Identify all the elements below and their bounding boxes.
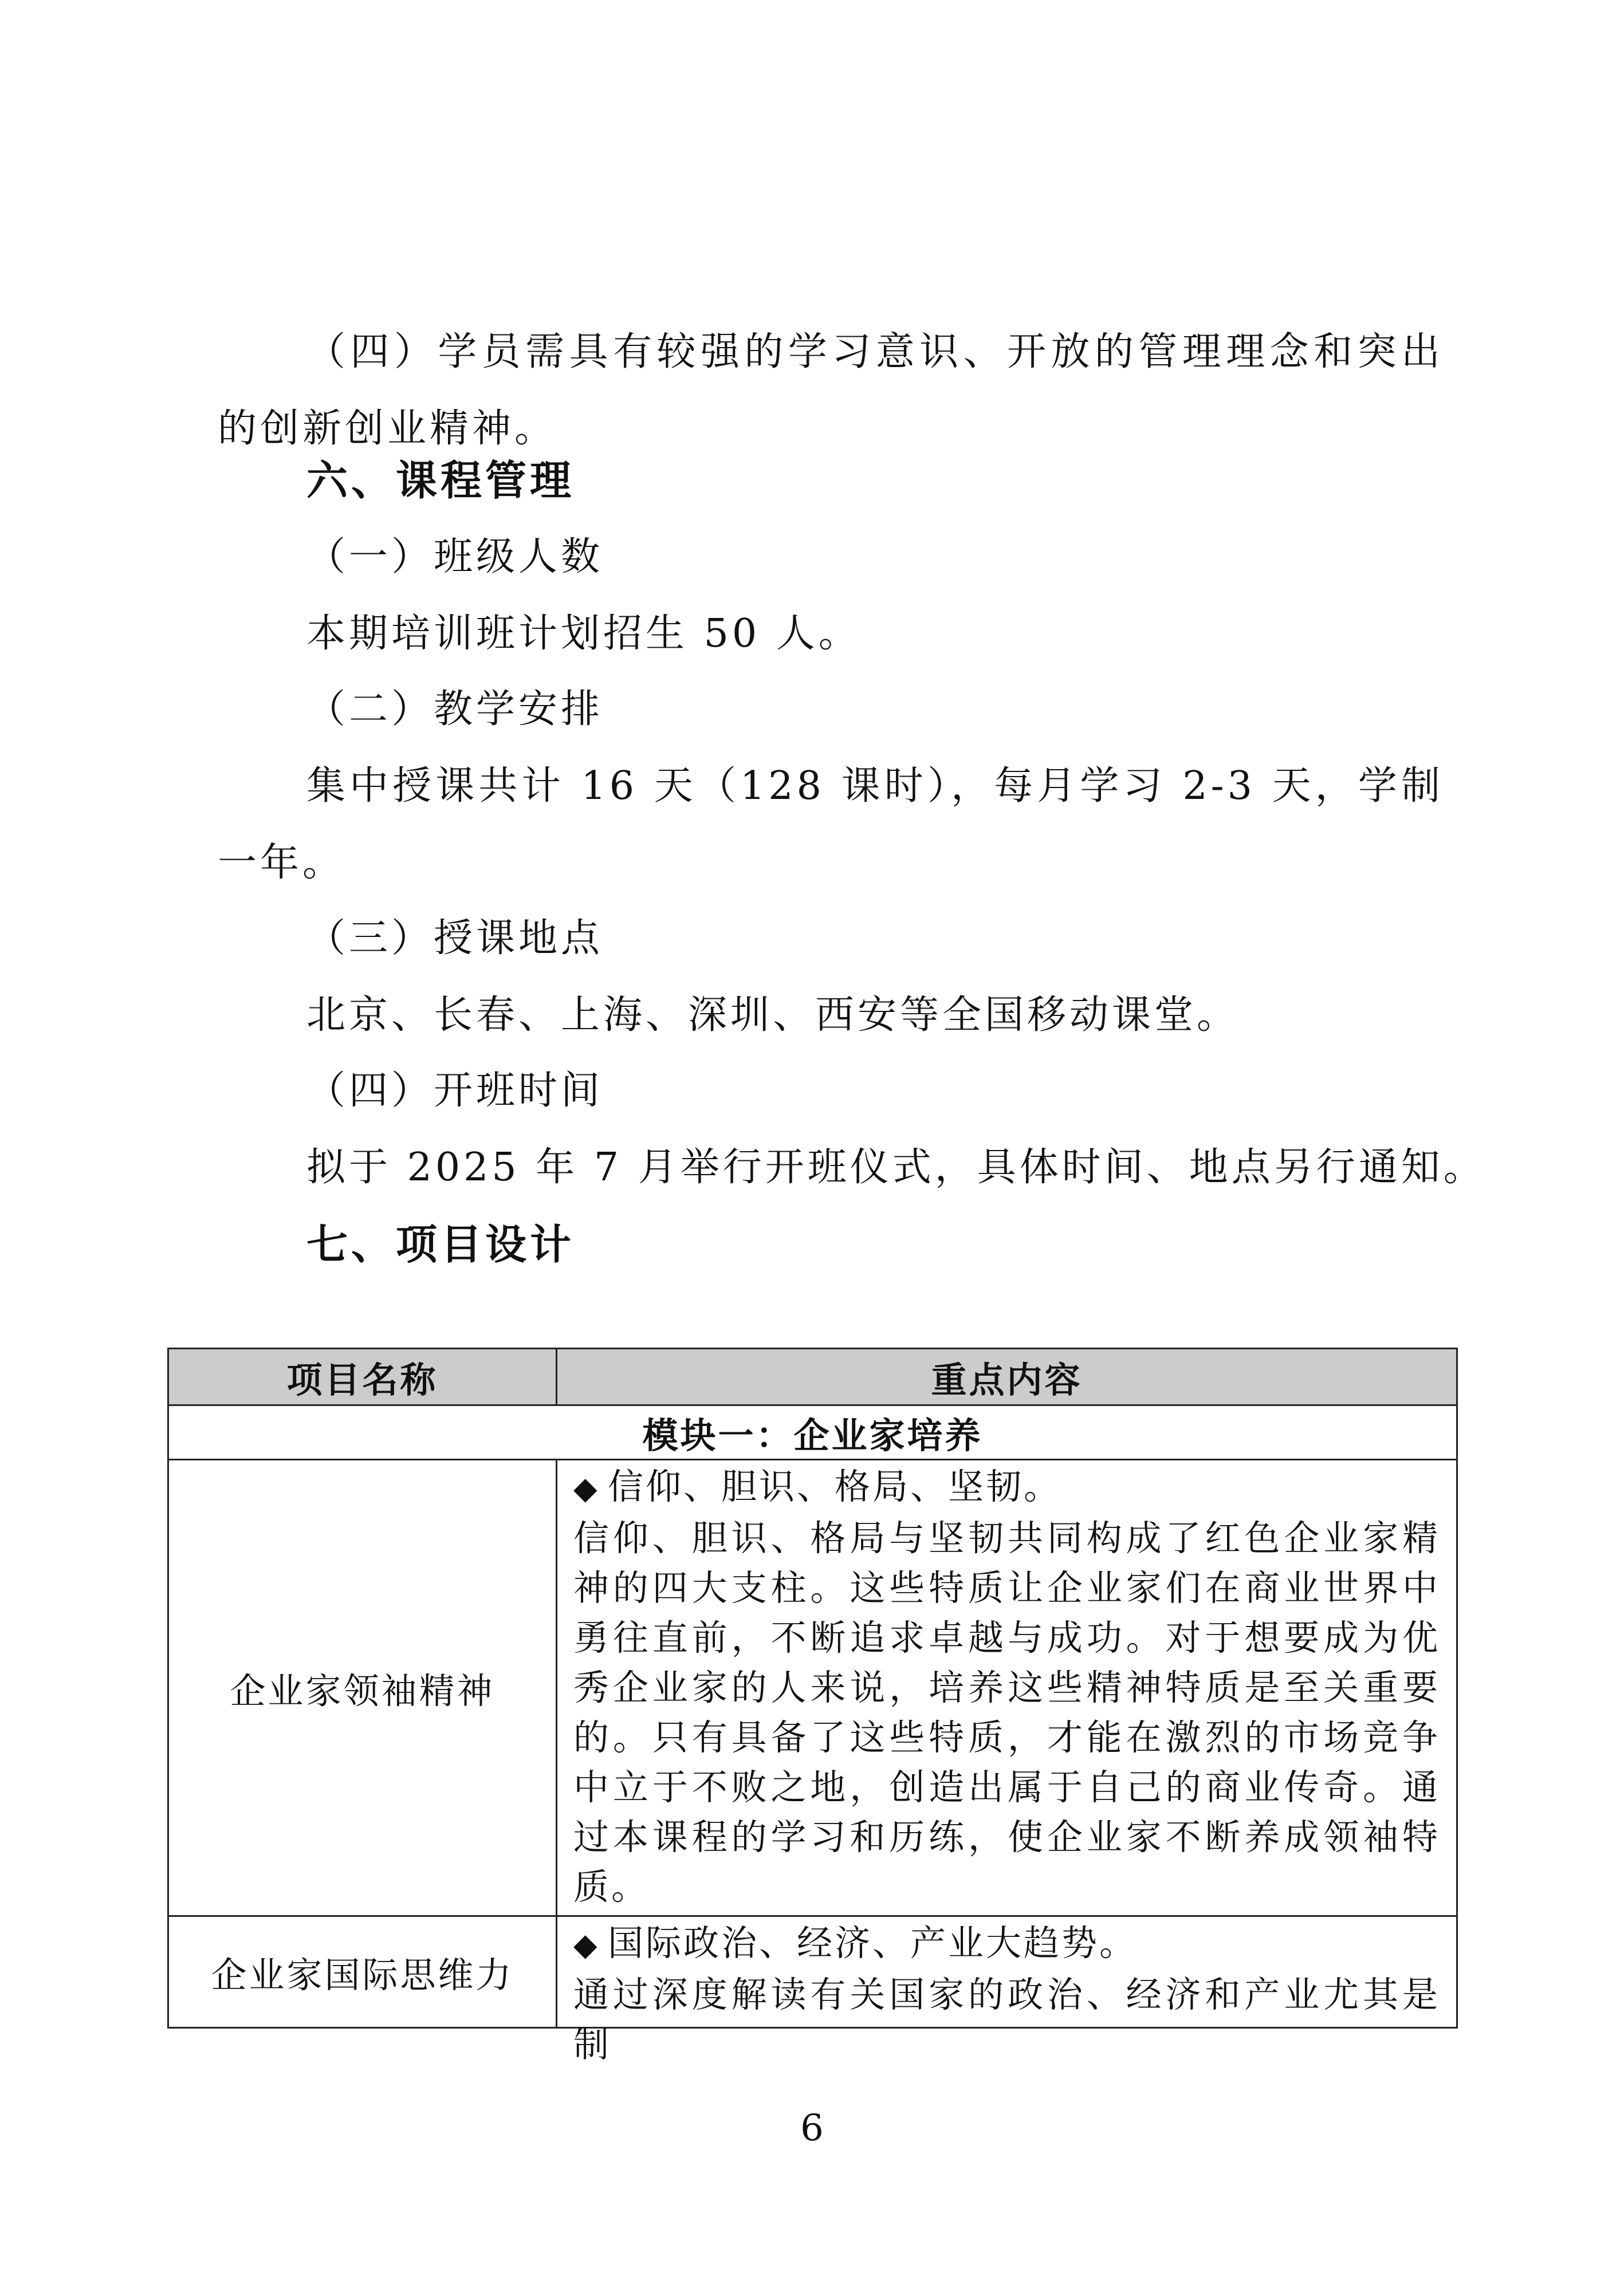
content-description: 通过深度解读有关国家的政治、经济和产业尤其是制 xyxy=(573,1974,1440,2065)
diamond-bullet-icon: ◆ xyxy=(573,1927,600,1963)
table-row xyxy=(168,1460,1457,1916)
text-teaching-arrangement: 集中授课共计 16 天（128 课时），每月学习 2-3 天，学制一年。 xyxy=(218,763,1444,885)
project-design-table xyxy=(167,1348,1458,2065)
page-number: 6 xyxy=(800,2107,824,2149)
bullet-line xyxy=(573,1918,1440,1970)
table-header-row xyxy=(168,1349,1457,1405)
paragraph-student-requirement: （四）学员需具有较强的学习意识、开放的管理理念和突出的创新创业精神。 xyxy=(218,329,1444,451)
module-title: 模块一：企业家培养 xyxy=(168,1405,1457,1460)
bullet-line xyxy=(573,1462,1440,1513)
project-name-cell: 企业家国际思维力 xyxy=(168,1916,557,2028)
diamond-bullet-icon: ◆ xyxy=(573,1470,600,1506)
project-name-cell: 企业家领袖精神 xyxy=(168,1460,557,1916)
table-row xyxy=(168,1916,1457,2028)
key-content-cell xyxy=(557,1916,1457,2065)
key-content-cell xyxy=(557,1460,1457,1916)
subheading-class-size: （一）班级人数 xyxy=(306,534,604,580)
header-key-content: 重点内容 xyxy=(557,1349,1457,1405)
bullet-text: 国际政治、经济、产业大趋势。 xyxy=(608,1922,1138,1964)
subheading-opening-time: （四）开班时间 xyxy=(306,1068,604,1113)
text-teaching-location: 北京、长春、上海、深圳、西安等全国移动课堂。 xyxy=(306,993,1240,1038)
subheading-teaching-location: （三）授课地点 xyxy=(306,916,604,961)
text-opening-time: 拟于 2025 年 7 月举行开班仪式，具体时间、地点另行通知。 xyxy=(306,1145,1486,1190)
module-title-row xyxy=(168,1405,1457,1460)
section-heading-course-management: 六、课程管理 xyxy=(306,456,575,505)
content-description: 信仰、胆识、格局与坚韧共同构成了红色企业家精神的四大支柱。这些特质让企业家们在商业世界中勇往直前，不断追求卓越与成功。对于想要成为优秀企业家的人来说，培养这些精神特质是至关重要的。只有具备了这些特质，才能在激烈的市场竞争中立于不败之地，创造出属于自己的商业传奇。通过本课程的学习和历练，使企业家不断养成领袖特质。 xyxy=(573,1517,1440,1908)
section-heading-project-design: 七、项目设计 xyxy=(306,1220,575,1269)
bullet-text: 信仰、胆识、格局、坚韧。 xyxy=(608,1466,1062,1507)
text-class-size: 本期培训班计划招生 50 人。 xyxy=(306,611,861,656)
header-project-name: 项目名称 xyxy=(168,1349,557,1405)
subheading-teaching-arrangement: （二）教学安排 xyxy=(306,687,604,732)
